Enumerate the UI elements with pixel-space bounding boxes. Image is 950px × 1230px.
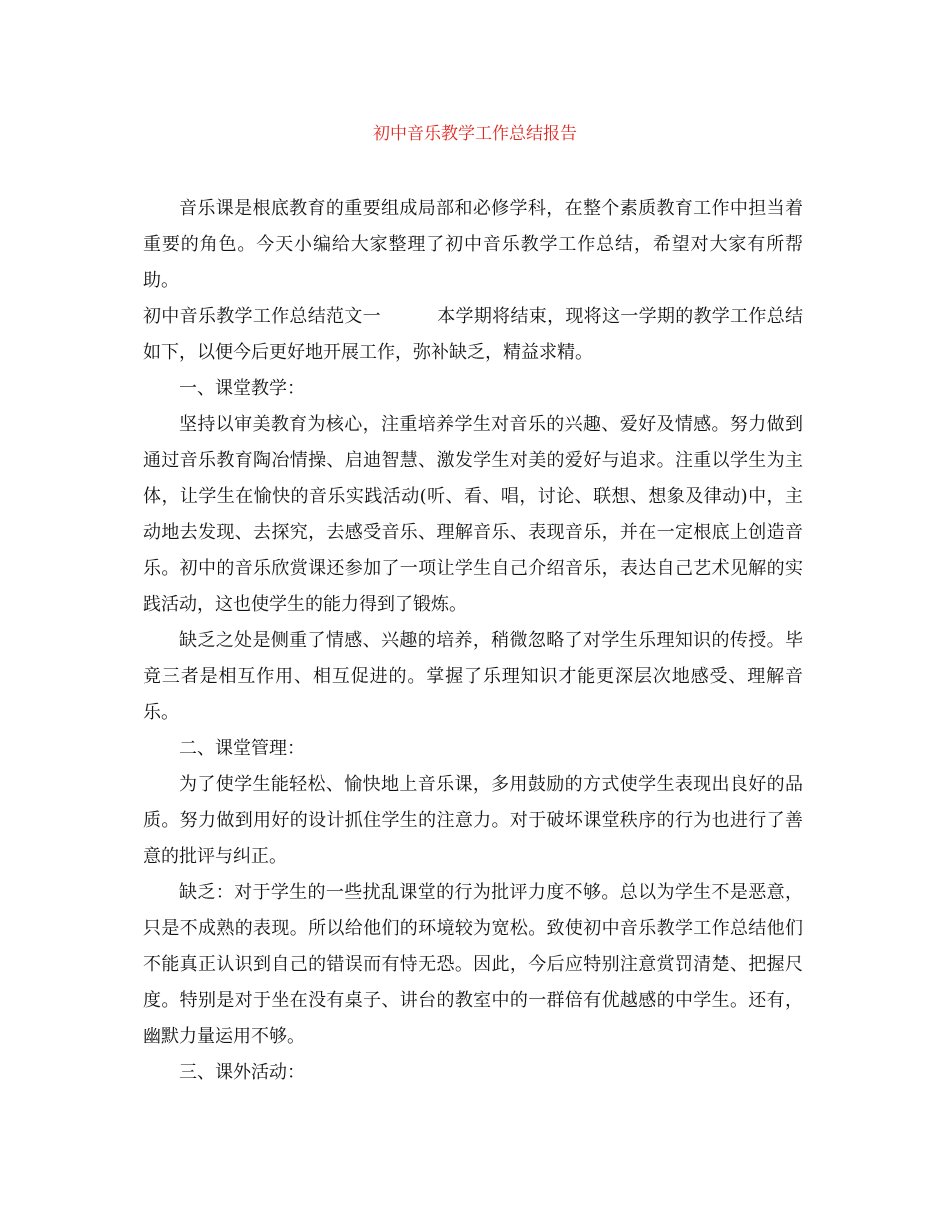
- section1-paragraph-2: 缺乏之处是侧重了情感、兴趣的培养，稍微忽略了对学生乐理知识的传授。毕竟三者是相互作用、相互促进的。掌握了乐理知识才能更深层次地感受、理解音乐。: [143, 630, 803, 723]
- document-title: 初中音乐教学工作总结报告: [373, 124, 577, 144]
- sample-paragraph: [143, 299, 803, 371]
- sample-label: 初中音乐教学工作总结范文一: [143, 306, 381, 327]
- section2-paragraph-1: 为了使学生能轻松、愉快地上音乐课，多用鼓励的方式使学生表现出良好的品质。努力做到用好的设计抓住学生的注意力。对于破坏课堂秩序的行为也进行了善意的批评与纠正。: [143, 774, 803, 867]
- document-body: [143, 191, 803, 1091]
- section1-heading: 一、课堂教学：: [179, 378, 305, 399]
- section2-paragraph-2: 缺乏：对于学生的一些扰乱课堂的行为批评力度不够。总以为学生不是恶意，只是不成熟的表现。所以给他们的环境较为宽松。致使初中音乐教学工作总结他们不能真正认识到自己的错误而有恃无恐。因此，今后应特别注意赏罚清楚、把握尺度。特别是对于坐在没有桌子、讲台的教室中的一群倍有优越感的中学生。还有，幽默力量运用不够。: [143, 882, 803, 1047]
- sample-opening: 本学期将结束，现将这一学期的教学工作总结如下，以便今后更好地开展工作，弥补缺乏，精益求精。: [143, 306, 804, 363]
- section2-heading: 二、课堂管理：: [179, 738, 305, 759]
- section3-heading: 三、课外活动：: [179, 1062, 305, 1083]
- section1-paragraph-1: 坚持以审美教育为核心，注重培养学生对音乐的兴趣、爱好及情感。努力做到通过音乐教育陶冶情操、启迪智慧、激发学生对美的爱好与追求。注重以学生为主体，让学生在愉快的音乐实践活动(听、看、唱，讨论、联想、想象及律动)中，主动地去发现、去探究，去感受音乐、理解音乐、表现音乐，并在一定根底上创造音乐。初中的音乐欣赏课还参加了一项让学生自己介绍音乐，表达自己艺术见解的实践活动，这也使学生的能力得到了锻炼。: [143, 414, 803, 615]
- intro-paragraph: 音乐课是根底教育的重要组成局部和必修学科，在整个素质教育工作中担当着重要的角色。今天小编给大家整理了初中音乐教学工作总结，希望对大家有所帮助。: [143, 198, 803, 291]
